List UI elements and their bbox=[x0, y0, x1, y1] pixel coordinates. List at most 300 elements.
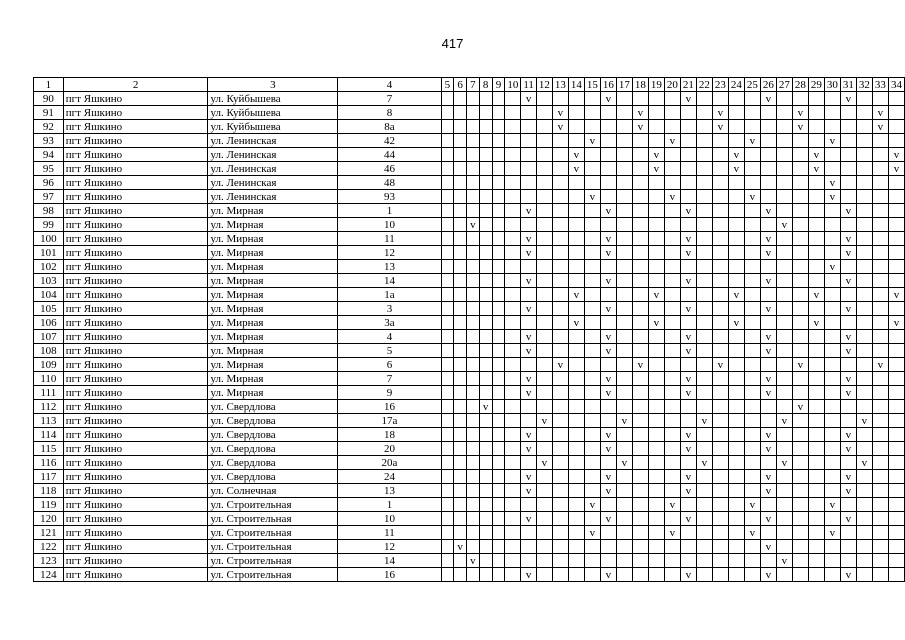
mark-cell-col-12 bbox=[536, 428, 552, 442]
mark-cell-col-27 bbox=[776, 540, 792, 554]
header-cell-8: 8 bbox=[479, 78, 492, 92]
mark-cell-col-22 bbox=[696, 218, 712, 232]
mark-cell-col-19 bbox=[648, 204, 664, 218]
mark-cell-col-11: v bbox=[521, 232, 537, 246]
mark-cell-col-19 bbox=[648, 120, 664, 134]
row-number-cell: 119 bbox=[34, 498, 64, 512]
mark-cell-col-33 bbox=[872, 540, 888, 554]
mark-cell-col-23 bbox=[712, 330, 728, 344]
settlement-cell: пгт Яшкино bbox=[63, 512, 208, 526]
mark-cell-col-24 bbox=[728, 358, 744, 372]
mark-cell-col-33 bbox=[872, 246, 888, 260]
mark-cell-col-20 bbox=[664, 176, 680, 190]
mark-cell-col-10 bbox=[505, 316, 521, 330]
house-number-cell: 10 bbox=[338, 512, 441, 526]
mark-cell-col-23 bbox=[712, 498, 728, 512]
mark-cell-col-21 bbox=[680, 358, 696, 372]
mark-cell-col-27 bbox=[776, 316, 792, 330]
mark-cell-col-8 bbox=[479, 148, 492, 162]
mark-cell-col-34 bbox=[888, 344, 904, 358]
mark-cell-col-20 bbox=[664, 162, 680, 176]
mark-cell-col-9 bbox=[492, 120, 505, 134]
mark-cell-col-6 bbox=[454, 288, 467, 302]
mark-cell-col-28 bbox=[792, 470, 808, 484]
mark-cell-col-24 bbox=[728, 344, 744, 358]
mark-cell-col-9 bbox=[492, 512, 505, 526]
mark-cell-col-11: v bbox=[521, 204, 537, 218]
mark-cell-col-11 bbox=[521, 540, 537, 554]
mark-cell-col-31 bbox=[840, 358, 856, 372]
mark-cell-col-32 bbox=[856, 274, 872, 288]
mark-cell-col-7 bbox=[467, 428, 480, 442]
mark-cell-col-13 bbox=[552, 162, 568, 176]
house-number-cell: 16 bbox=[338, 568, 441, 582]
table-row bbox=[34, 526, 905, 540]
mark-cell-col-33 bbox=[872, 512, 888, 526]
mark-cell-col-22 bbox=[696, 554, 712, 568]
mark-cell-col-28 bbox=[792, 162, 808, 176]
mark-cell-col-24 bbox=[728, 470, 744, 484]
mark-cell-col-7 bbox=[467, 162, 480, 176]
mark-cell-col-17 bbox=[616, 302, 632, 316]
mark-cell-col-29 bbox=[808, 330, 824, 344]
mark-cell-col-12 bbox=[536, 568, 552, 582]
mark-cell-col-21: v bbox=[680, 204, 696, 218]
header-cell-14: 14 bbox=[568, 78, 584, 92]
mark-cell-col-30 bbox=[824, 246, 840, 260]
mark-cell-col-5 bbox=[441, 484, 454, 498]
mark-cell-col-26: v bbox=[760, 568, 776, 582]
mark-cell-col-20 bbox=[664, 456, 680, 470]
mark-cell-col-24 bbox=[728, 442, 744, 456]
mark-cell-col-31: v bbox=[840, 204, 856, 218]
mark-cell-col-27 bbox=[776, 344, 792, 358]
mark-cell-col-30: v bbox=[824, 526, 840, 540]
street-cell: ул. Свердлова bbox=[208, 400, 338, 414]
mark-cell-col-21: v bbox=[680, 330, 696, 344]
mark-cell-col-32 bbox=[856, 288, 872, 302]
mark-cell-col-33 bbox=[872, 176, 888, 190]
mark-cell-col-17 bbox=[616, 470, 632, 484]
settlement-cell: пгт Яшкино bbox=[63, 120, 208, 134]
mark-cell-col-6 bbox=[454, 372, 467, 386]
mark-cell-col-16 bbox=[600, 498, 616, 512]
mark-cell-col-27 bbox=[776, 162, 792, 176]
mark-cell-col-13 bbox=[552, 344, 568, 358]
mark-cell-col-19 bbox=[648, 218, 664, 232]
row-number-cell: 94 bbox=[34, 148, 64, 162]
mark-cell-col-10 bbox=[505, 400, 521, 414]
mark-cell-col-9 bbox=[492, 484, 505, 498]
mark-cell-col-26: v bbox=[760, 428, 776, 442]
mark-cell-col-13: v bbox=[552, 120, 568, 134]
table-row bbox=[34, 540, 905, 554]
mark-cell-col-7 bbox=[467, 204, 480, 218]
house-number-cell: 48 bbox=[338, 176, 441, 190]
table-row bbox=[34, 148, 905, 162]
mark-cell-col-32 bbox=[856, 428, 872, 442]
mark-cell-col-29 bbox=[808, 456, 824, 470]
mark-cell-col-22 bbox=[696, 246, 712, 260]
mark-cell-col-7: v bbox=[467, 554, 480, 568]
mark-cell-col-16 bbox=[600, 176, 616, 190]
mark-cell-col-24 bbox=[728, 92, 744, 106]
street-cell: ул. Ленинская bbox=[208, 176, 338, 190]
mark-cell-col-25: v bbox=[744, 526, 760, 540]
mark-cell-col-21 bbox=[680, 498, 696, 512]
mark-cell-col-18 bbox=[632, 288, 648, 302]
mark-cell-col-10 bbox=[505, 232, 521, 246]
mark-cell-col-22 bbox=[696, 400, 712, 414]
mark-cell-col-9 bbox=[492, 400, 505, 414]
mark-cell-col-25 bbox=[744, 456, 760, 470]
mark-cell-col-16 bbox=[600, 120, 616, 134]
mark-cell-col-30 bbox=[824, 162, 840, 176]
house-number-cell: 42 bbox=[338, 134, 441, 148]
mark-cell-col-13: v bbox=[552, 358, 568, 372]
mark-cell-col-16: v bbox=[600, 302, 616, 316]
mark-cell-col-28 bbox=[792, 176, 808, 190]
mark-cell-col-29 bbox=[808, 260, 824, 274]
mark-cell-col-6 bbox=[454, 512, 467, 526]
street-cell: ул. Мирная bbox=[208, 302, 338, 316]
mark-cell-col-5 bbox=[441, 134, 454, 148]
mark-cell-col-15 bbox=[584, 554, 600, 568]
mark-cell-col-24 bbox=[728, 414, 744, 428]
mark-cell-col-17 bbox=[616, 568, 632, 582]
mark-cell-col-22 bbox=[696, 120, 712, 134]
mark-cell-col-12 bbox=[536, 372, 552, 386]
mark-cell-col-10 bbox=[505, 260, 521, 274]
header-row bbox=[34, 78, 905, 92]
mark-cell-col-18: v bbox=[632, 358, 648, 372]
table-row bbox=[34, 246, 905, 260]
mark-cell-col-26 bbox=[760, 316, 776, 330]
mark-cell-col-24 bbox=[728, 120, 744, 134]
mark-cell-col-17 bbox=[616, 540, 632, 554]
mark-cell-col-15 bbox=[584, 428, 600, 442]
row-number-cell: 103 bbox=[34, 274, 64, 288]
mark-cell-col-33 bbox=[872, 400, 888, 414]
mark-cell-col-34: v bbox=[888, 148, 904, 162]
mark-cell-col-23 bbox=[712, 92, 728, 106]
header-cell-22: 22 bbox=[696, 78, 712, 92]
mark-cell-col-31 bbox=[840, 162, 856, 176]
mark-cell-col-29 bbox=[808, 92, 824, 106]
mark-cell-col-34 bbox=[888, 386, 904, 400]
mark-cell-col-31 bbox=[840, 316, 856, 330]
mark-cell-col-30: v bbox=[824, 134, 840, 148]
mark-cell-col-16: v bbox=[600, 274, 616, 288]
mark-cell-col-31 bbox=[840, 218, 856, 232]
mark-cell-col-19 bbox=[648, 358, 664, 372]
settlement-cell: пгт Яшкино bbox=[63, 162, 208, 176]
mark-cell-col-31: v bbox=[840, 484, 856, 498]
mark-cell-col-16 bbox=[600, 260, 616, 274]
mark-cell-col-6 bbox=[454, 414, 467, 428]
mark-cell-col-25 bbox=[744, 442, 760, 456]
mark-cell-col-5 bbox=[441, 344, 454, 358]
mark-cell-col-33 bbox=[872, 148, 888, 162]
mark-cell-col-23 bbox=[712, 512, 728, 526]
mark-cell-col-33 bbox=[872, 372, 888, 386]
mark-cell-col-20 bbox=[664, 414, 680, 428]
mark-cell-col-17 bbox=[616, 428, 632, 442]
mark-cell-col-7 bbox=[467, 456, 480, 470]
mark-cell-col-32 bbox=[856, 512, 872, 526]
mark-cell-col-32 bbox=[856, 106, 872, 120]
table-row bbox=[34, 120, 905, 134]
mark-cell-col-6 bbox=[454, 106, 467, 120]
settlement-cell: пгт Яшкино bbox=[63, 442, 208, 456]
mark-cell-col-6 bbox=[454, 260, 467, 274]
mark-cell-col-28: v bbox=[792, 400, 808, 414]
mark-cell-col-34 bbox=[888, 526, 904, 540]
mark-cell-col-31: v bbox=[840, 470, 856, 484]
mark-cell-col-17 bbox=[616, 554, 632, 568]
mark-cell-col-19 bbox=[648, 512, 664, 526]
mark-cell-col-34 bbox=[888, 218, 904, 232]
mark-cell-col-22: v bbox=[696, 456, 712, 470]
mark-cell-col-29 bbox=[808, 540, 824, 554]
mark-cell-col-18 bbox=[632, 414, 648, 428]
mark-cell-col-30 bbox=[824, 540, 840, 554]
mark-cell-col-18 bbox=[632, 400, 648, 414]
mark-cell-col-18 bbox=[632, 232, 648, 246]
mark-cell-col-21 bbox=[680, 106, 696, 120]
mark-cell-col-19 bbox=[648, 470, 664, 484]
mark-cell-col-5 bbox=[441, 470, 454, 484]
mark-cell-col-23 bbox=[712, 316, 728, 330]
mark-cell-col-11: v bbox=[521, 344, 537, 358]
mark-cell-col-9 bbox=[492, 330, 505, 344]
mark-cell-col-12 bbox=[536, 526, 552, 540]
header-cell-23: 23 bbox=[712, 78, 728, 92]
mark-cell-col-27 bbox=[776, 512, 792, 526]
mark-cell-col-21 bbox=[680, 554, 696, 568]
mark-cell-col-19 bbox=[648, 330, 664, 344]
house-number-cell: 1 bbox=[338, 204, 441, 218]
mark-cell-col-31 bbox=[840, 176, 856, 190]
mark-cell-col-11 bbox=[521, 316, 537, 330]
settlement-cell: пгт Яшкино bbox=[63, 246, 208, 260]
mark-cell-col-8 bbox=[479, 554, 492, 568]
mark-cell-col-11: v bbox=[521, 442, 537, 456]
mark-cell-col-31 bbox=[840, 498, 856, 512]
mark-cell-col-7 bbox=[467, 148, 480, 162]
row-number-cell: 92 bbox=[34, 120, 64, 134]
mark-cell-col-6 bbox=[454, 358, 467, 372]
mark-cell-col-16 bbox=[600, 148, 616, 162]
mark-cell-col-21 bbox=[680, 260, 696, 274]
mark-cell-col-26 bbox=[760, 498, 776, 512]
mark-cell-col-24 bbox=[728, 330, 744, 344]
header-cell-29: 29 bbox=[808, 78, 824, 92]
mark-cell-col-15 bbox=[584, 344, 600, 358]
mark-cell-col-15 bbox=[584, 330, 600, 344]
mark-cell-col-29 bbox=[808, 106, 824, 120]
header-cell-25: 25 bbox=[744, 78, 760, 92]
mark-cell-col-28 bbox=[792, 344, 808, 358]
mark-cell-col-23 bbox=[712, 400, 728, 414]
mark-cell-col-15 bbox=[584, 484, 600, 498]
mark-cell-col-12 bbox=[536, 358, 552, 372]
mark-cell-col-6 bbox=[454, 568, 467, 582]
mark-cell-col-17 bbox=[616, 232, 632, 246]
header-cell-20: 20 bbox=[664, 78, 680, 92]
mark-cell-col-10 bbox=[505, 218, 521, 232]
row-number-cell: 98 bbox=[34, 204, 64, 218]
mark-cell-col-9 bbox=[492, 344, 505, 358]
street-cell: ул. Куйбышева bbox=[208, 106, 338, 120]
mark-cell-col-23 bbox=[712, 190, 728, 204]
mark-cell-col-27 bbox=[776, 232, 792, 246]
mark-cell-col-24 bbox=[728, 456, 744, 470]
mark-cell-col-31 bbox=[840, 526, 856, 540]
mark-cell-col-22 bbox=[696, 540, 712, 554]
mark-cell-col-28 bbox=[792, 484, 808, 498]
mark-cell-col-17 bbox=[616, 204, 632, 218]
mark-cell-col-15 bbox=[584, 456, 600, 470]
mark-cell-col-8 bbox=[479, 274, 492, 288]
mark-cell-col-13 bbox=[552, 134, 568, 148]
mark-cell-col-18 bbox=[632, 568, 648, 582]
settlement-cell: пгт Яшкино bbox=[63, 134, 208, 148]
mark-cell-col-33: v bbox=[872, 358, 888, 372]
mark-cell-col-31: v bbox=[840, 386, 856, 400]
mark-cell-col-13 bbox=[552, 386, 568, 400]
mark-cell-col-15: v bbox=[584, 190, 600, 204]
mark-cell-col-13 bbox=[552, 372, 568, 386]
mark-cell-col-15 bbox=[584, 358, 600, 372]
mark-cell-col-20 bbox=[664, 484, 680, 498]
mark-cell-col-21: v bbox=[680, 92, 696, 106]
mark-cell-col-31: v bbox=[840, 568, 856, 582]
mark-cell-col-24: v bbox=[728, 316, 744, 330]
mark-cell-col-21 bbox=[680, 400, 696, 414]
mark-cell-col-20 bbox=[664, 274, 680, 288]
mark-cell-col-16: v bbox=[600, 204, 616, 218]
mark-cell-col-8 bbox=[479, 470, 492, 484]
mark-cell-col-25 bbox=[744, 232, 760, 246]
mark-cell-col-28 bbox=[792, 218, 808, 232]
mark-cell-col-23 bbox=[712, 526, 728, 540]
mark-cell-col-5 bbox=[441, 120, 454, 134]
mark-cell-col-25 bbox=[744, 386, 760, 400]
mark-cell-col-27 bbox=[776, 92, 792, 106]
row-number-cell: 107 bbox=[34, 330, 64, 344]
row-number-cell: 123 bbox=[34, 554, 64, 568]
mark-cell-col-17 bbox=[616, 442, 632, 456]
mark-cell-col-13 bbox=[552, 260, 568, 274]
mark-cell-col-7 bbox=[467, 540, 480, 554]
mark-cell-col-6 bbox=[454, 134, 467, 148]
street-cell: ул. Ленинская bbox=[208, 134, 338, 148]
mark-cell-col-9 bbox=[492, 428, 505, 442]
mark-cell-col-14 bbox=[568, 176, 584, 190]
mark-cell-col-16: v bbox=[600, 428, 616, 442]
mark-cell-col-26 bbox=[760, 176, 776, 190]
house-number-cell: 14 bbox=[338, 554, 441, 568]
mark-cell-col-33: v bbox=[872, 120, 888, 134]
mark-cell-col-19: v bbox=[648, 288, 664, 302]
mark-cell-col-23 bbox=[712, 204, 728, 218]
mark-cell-col-6 bbox=[454, 330, 467, 344]
mark-cell-col-29 bbox=[808, 204, 824, 218]
mark-cell-col-10 bbox=[505, 414, 521, 428]
mark-cell-col-8 bbox=[479, 218, 492, 232]
header-cell-2: 2 bbox=[63, 78, 208, 92]
mark-cell-col-33 bbox=[872, 232, 888, 246]
mark-cell-col-14 bbox=[568, 92, 584, 106]
row-number-cell: 116 bbox=[34, 456, 64, 470]
mark-cell-col-7 bbox=[467, 274, 480, 288]
mark-cell-col-26: v bbox=[760, 484, 776, 498]
mark-cell-col-14: v bbox=[568, 316, 584, 330]
mark-cell-col-26 bbox=[760, 120, 776, 134]
header-cell-28: 28 bbox=[792, 78, 808, 92]
mark-cell-col-12 bbox=[536, 120, 552, 134]
table-row bbox=[34, 484, 905, 498]
mark-cell-col-22 bbox=[696, 232, 712, 246]
mark-cell-col-15 bbox=[584, 316, 600, 330]
mark-cell-col-16 bbox=[600, 540, 616, 554]
mark-cell-col-10 bbox=[505, 470, 521, 484]
settlement-cell: пгт Яшкино bbox=[63, 330, 208, 344]
mark-cell-col-33 bbox=[872, 554, 888, 568]
mark-cell-col-27 bbox=[776, 106, 792, 120]
mark-cell-col-22 bbox=[696, 526, 712, 540]
mark-cell-col-9 bbox=[492, 274, 505, 288]
mark-cell-col-18 bbox=[632, 92, 648, 106]
mark-cell-col-24 bbox=[728, 302, 744, 316]
table-row bbox=[34, 288, 905, 302]
house-number-cell: 5 bbox=[338, 344, 441, 358]
mark-cell-col-11: v bbox=[521, 92, 537, 106]
mark-cell-col-28 bbox=[792, 414, 808, 428]
mark-cell-col-11: v bbox=[521, 470, 537, 484]
row-number-cell: 117 bbox=[34, 470, 64, 484]
row-number-cell: 113 bbox=[34, 414, 64, 428]
mark-cell-col-32 bbox=[856, 162, 872, 176]
mark-cell-col-13 bbox=[552, 274, 568, 288]
mark-cell-col-25 bbox=[744, 554, 760, 568]
mark-cell-col-12 bbox=[536, 288, 552, 302]
mark-cell-col-33: v bbox=[872, 106, 888, 120]
mark-cell-col-17 bbox=[616, 162, 632, 176]
mark-cell-col-13 bbox=[552, 456, 568, 470]
mark-cell-col-34: v bbox=[888, 316, 904, 330]
row-number-cell: 95 bbox=[34, 162, 64, 176]
header-cell-19: 19 bbox=[648, 78, 664, 92]
table-row bbox=[34, 400, 905, 414]
mark-cell-col-28 bbox=[792, 568, 808, 582]
mark-cell-col-19 bbox=[648, 498, 664, 512]
mark-cell-col-13 bbox=[552, 400, 568, 414]
mark-cell-col-25 bbox=[744, 260, 760, 274]
mark-cell-col-32 bbox=[856, 344, 872, 358]
mark-cell-col-15 bbox=[584, 414, 600, 428]
mark-cell-col-30 bbox=[824, 358, 840, 372]
mark-cell-col-18 bbox=[632, 218, 648, 232]
header-cell-4: 4 bbox=[338, 78, 441, 92]
street-cell: ул. Мирная bbox=[208, 204, 338, 218]
mark-cell-col-9 bbox=[492, 498, 505, 512]
table-row bbox=[34, 568, 905, 582]
settlement-cell: пгт Яшкино bbox=[63, 358, 208, 372]
mark-cell-col-28 bbox=[792, 316, 808, 330]
mark-cell-col-8 bbox=[479, 288, 492, 302]
